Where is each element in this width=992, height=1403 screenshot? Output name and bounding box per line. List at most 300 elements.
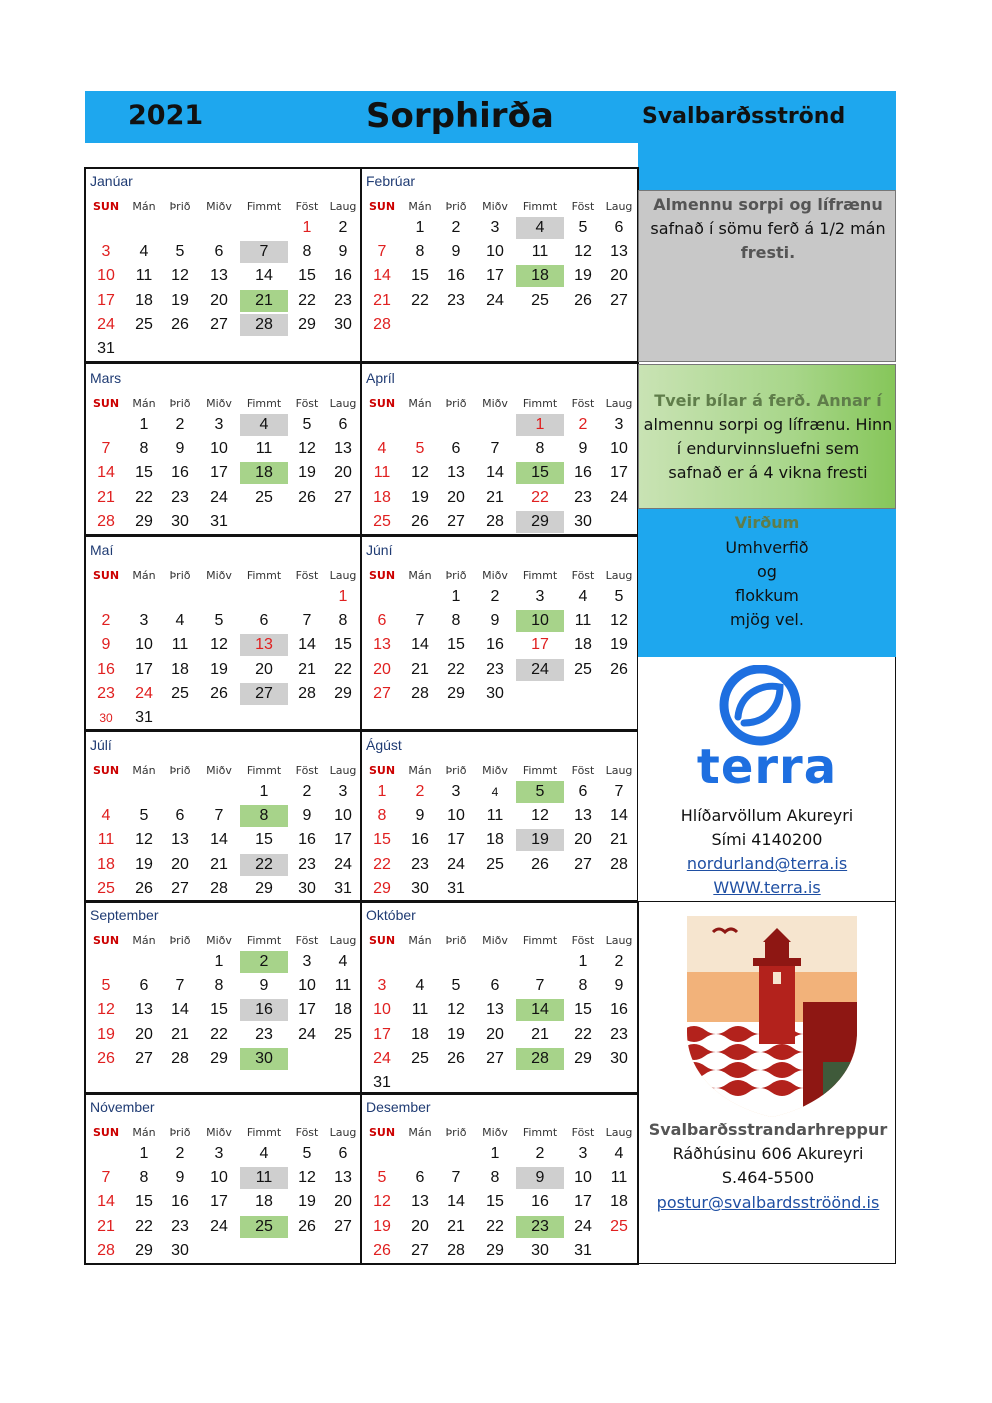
day-header: Þrið	[169, 397, 191, 410]
month-name: Desember	[366, 1099, 431, 1115]
day-cell: 29	[486, 1241, 504, 1259]
day-cell: 8	[139, 1169, 149, 1187]
day-cell: 20	[210, 291, 228, 309]
day-cell: 23	[447, 291, 465, 309]
day-cell: 14	[411, 636, 429, 654]
day-cell: 3	[377, 977, 387, 995]
day-cell: 11	[373, 464, 391, 482]
day-header: Mán	[132, 200, 156, 213]
day-cell: 15	[515, 462, 565, 484]
day-header: Miðv	[482, 200, 508, 213]
day-cell: 4	[338, 953, 348, 970]
day-cell: 29	[447, 684, 465, 702]
terra-logo-text: terra	[696, 739, 838, 795]
day-cell: 11	[171, 636, 189, 654]
day-header: Föst	[295, 764, 319, 777]
day-cell: 26	[610, 660, 628, 678]
day-cell: 23	[610, 1025, 628, 1043]
day-cell: 4	[491, 785, 499, 799]
day-header: Fimmt	[246, 934, 282, 947]
day-cell: 12	[610, 612, 628, 630]
day-header: Föst	[571, 1126, 595, 1139]
day-cell: 1	[578, 953, 588, 970]
day-cell: 14	[255, 267, 273, 285]
day-cell: 7	[451, 1169, 461, 1187]
day-cell: 15	[447, 636, 465, 654]
day-cell: 10	[210, 440, 228, 458]
svalbard-email-link[interactable]: postur@svalbardsströönd.is	[656, 1193, 880, 1212]
day-cell: 15	[135, 1193, 153, 1211]
day-cell: 15	[210, 1001, 228, 1019]
day-cell: 2	[578, 416, 588, 433]
day-cell: 29	[334, 684, 352, 702]
day-header: SUN	[368, 200, 396, 213]
day-cell: 27	[610, 291, 628, 309]
day-cell: 22	[135, 1217, 153, 1235]
day-header: Miðv	[482, 569, 508, 582]
header-title: Sorphirða	[366, 96, 554, 136]
day-cell: 5	[614, 588, 624, 605]
day-header: Miðv	[206, 934, 232, 947]
day-header: Laug	[329, 569, 357, 582]
day-cell: 1	[214, 953, 224, 970]
day-cell: 13	[486, 1001, 504, 1019]
day-header: Laug	[329, 934, 357, 947]
day-header: Fimmt	[522, 200, 558, 213]
day-header: Fimmt	[522, 1126, 558, 1139]
day-cell: 16	[486, 636, 504, 654]
panel-slogan	[638, 509, 896, 657]
day-cell: 16	[531, 1193, 549, 1211]
day-cell: 2	[239, 951, 289, 973]
day-cell: 31	[447, 879, 465, 897]
month-name: Júní	[366, 542, 393, 558]
day-header: Mán	[132, 397, 156, 410]
day-cell: 31	[574, 1241, 592, 1259]
day-cell: 14	[97, 464, 115, 482]
day-header: Fimmt	[246, 764, 282, 777]
day-cell: 28	[373, 315, 391, 333]
day-cell: 29	[255, 879, 273, 897]
day-header: Þrið	[169, 934, 191, 947]
day-cell: 2	[175, 416, 185, 433]
day-cell: 5	[451, 977, 461, 995]
day-cell: 20	[574, 831, 592, 849]
day-cell: 19	[610, 636, 628, 654]
day-cell: 12	[210, 636, 228, 654]
day-cell: 29	[515, 511, 565, 533]
day-cell: 10	[610, 440, 628, 458]
day-cell: 23	[171, 1217, 189, 1235]
calendar-divider-row3	[84, 729, 639, 732]
day-cell: 7	[302, 612, 312, 630]
day-cell: 31	[373, 1074, 391, 1091]
day-cell: 29	[210, 1049, 228, 1067]
day-cell: 20	[255, 660, 273, 678]
day-cell: 2	[614, 953, 624, 970]
day-cell: 16	[298, 831, 316, 849]
day-cell: 30	[99, 711, 113, 725]
day-cell: 27	[373, 684, 391, 702]
day-cell: 28	[486, 512, 504, 530]
day-cell: 17	[210, 1193, 228, 1211]
day-cell: 4	[515, 217, 565, 239]
day-cell: 25	[373, 512, 391, 530]
day-cell: 18	[574, 636, 592, 654]
day-header: Þrið	[169, 764, 191, 777]
panel-blue-line-4: flokkum	[735, 586, 799, 605]
day-header: Föst	[571, 397, 595, 410]
day-cell: 9	[175, 440, 185, 458]
day-cell: 14	[97, 1193, 115, 1211]
day-cell: 5	[214, 612, 224, 630]
day-cell: 11	[334, 977, 352, 995]
panel-blue-line-5: mjög vel.	[730, 610, 804, 629]
day-cell: 5	[101, 977, 111, 995]
day-cell: 7	[101, 1169, 111, 1187]
day-cell: 15	[373, 831, 391, 849]
day-cell: 31	[135, 709, 153, 726]
day-cell: 8	[214, 977, 224, 995]
day-header: SUN	[368, 397, 396, 410]
day-cell: 25	[531, 291, 549, 309]
day-cell: 3	[214, 1145, 224, 1162]
day-header: SUN	[92, 764, 120, 777]
day-cell: 6	[490, 977, 500, 995]
day-cell: 23	[334, 291, 352, 309]
day-header: SUN	[92, 200, 120, 213]
day-header: Mán	[408, 764, 432, 777]
day-cell: 21	[486, 488, 504, 506]
day-cell: 9	[451, 243, 461, 261]
day-cell: 2	[451, 219, 461, 236]
day-cell: 21	[239, 290, 289, 312]
day-cell: 11	[411, 1001, 429, 1019]
day-cell: 11	[239, 1167, 289, 1189]
day-cell: 14	[447, 1193, 465, 1211]
day-header: Fimmt	[246, 397, 282, 410]
day-cell: 23	[411, 855, 429, 873]
day-cell: 23	[515, 1216, 565, 1238]
day-cell: 8	[451, 612, 461, 630]
panel-blue-line-3: og	[757, 562, 777, 581]
day-cell: 5	[302, 416, 312, 433]
day-cell: 9	[101, 636, 111, 654]
day-cell: 23	[255, 1025, 273, 1043]
day-cell: 30	[531, 1241, 549, 1259]
month-name: Febrúar	[366, 173, 416, 189]
day-cell: 3	[338, 783, 348, 800]
day-cell: 25	[574, 660, 592, 678]
calendar-divider-row1	[84, 361, 639, 364]
day-cell: 18	[171, 660, 189, 678]
day-cell: 6	[214, 243, 224, 261]
svalbard-address: Ráðhúsinu 606 Akureyri	[672, 1144, 864, 1163]
day-cell: 21	[610, 831, 628, 849]
day-cell: 25	[486, 855, 504, 873]
day-cell: 6	[259, 612, 269, 630]
panel-gray-line-1: Almennu sorpi og lífrænu	[653, 195, 883, 214]
day-header: Mán	[408, 397, 432, 410]
day-cell: 28	[515, 1048, 565, 1070]
day-cell: 1	[259, 783, 269, 800]
svalbard-name: Svalbarðsstrandarhreppur	[648, 1120, 888, 1139]
day-cell: 25	[334, 1025, 352, 1043]
day-cell: 8	[338, 612, 348, 630]
day-cell: 24	[97, 315, 115, 333]
day-cell: 8	[535, 440, 545, 458]
day-header: Fimmt	[522, 764, 558, 777]
panel-collection-info	[638, 190, 896, 362]
day-cell: 31	[334, 879, 352, 897]
day-cell: 17	[531, 636, 549, 654]
day-header: Fimmt	[522, 934, 558, 947]
day-header: SUN	[92, 397, 120, 410]
day-cell: 20	[373, 660, 391, 678]
day-cell: 3	[535, 588, 545, 605]
day-cell: 10	[447, 807, 465, 825]
svalbard-contact	[638, 901, 896, 1264]
day-cell: 3	[139, 612, 149, 630]
day-cell: 23	[486, 660, 504, 678]
day-cell: 25	[171, 684, 189, 702]
day-header: Fimmt	[246, 200, 282, 213]
day-header: Laug	[605, 397, 633, 410]
day-header: Miðv	[206, 1126, 232, 1139]
day-cell: 11	[610, 1169, 628, 1187]
day-cell: 9	[490, 612, 500, 630]
day-cell: 9	[515, 1167, 565, 1189]
day-cell: 6	[175, 807, 185, 825]
day-cell: 14	[486, 464, 504, 482]
day-cell: 12	[447, 1001, 465, 1019]
day-header: SUN	[92, 934, 120, 947]
day-cell: 10	[486, 243, 504, 261]
day-cell: 20	[447, 488, 465, 506]
day-cell: 20	[334, 1193, 352, 1211]
day-cell: 17	[97, 291, 115, 309]
day-cell: 16	[97, 660, 115, 678]
day-cell: 8	[239, 805, 289, 827]
day-cell: 11	[135, 267, 153, 285]
day-cell: 19	[574, 267, 592, 285]
day-cell: 18	[97, 855, 115, 873]
day-cell: 29	[298, 315, 316, 333]
day-cell: 5	[578, 219, 588, 236]
day-cell: 7	[377, 243, 387, 261]
day-cell: 14	[373, 267, 391, 285]
day-cell: 5	[515, 781, 565, 803]
day-header: Miðv	[482, 764, 508, 777]
day-header: SUN	[368, 764, 396, 777]
day-header: Mán	[132, 764, 156, 777]
day-cell: 30	[486, 684, 504, 702]
day-cell: 19	[298, 464, 316, 482]
day-cell: 8	[377, 807, 387, 825]
day-cell: 19	[97, 1025, 115, 1043]
day-cell: 26	[447, 1049, 465, 1067]
day-cell: 13	[171, 831, 189, 849]
terra-email-link[interactable]: nordurland@terra.is	[686, 854, 848, 873]
day-header: Laug	[605, 764, 633, 777]
day-cell: 2	[302, 783, 312, 800]
day-cell: 13	[334, 440, 352, 458]
panel-green-line-3: í endurvinnsluefni sem	[676, 439, 860, 458]
day-cell: 8	[415, 243, 425, 261]
day-cell: 17	[574, 1193, 592, 1211]
day-cell: 13	[239, 634, 289, 656]
day-cell: 19	[135, 855, 153, 873]
month-name: Október	[366, 907, 416, 923]
day-cell: 25	[255, 488, 273, 506]
day-cell: 10	[210, 1169, 228, 1187]
day-cell: 3	[614, 416, 624, 433]
day-cell: 15	[486, 1193, 504, 1211]
day-cell: 6	[578, 783, 588, 800]
day-cell: 17	[210, 464, 228, 482]
day-header: Laug	[329, 764, 357, 777]
day-cell: 24	[515, 659, 565, 681]
day-cell: 7	[415, 612, 425, 630]
day-cell: 7	[239, 241, 289, 263]
day-header: Þrið	[445, 200, 467, 213]
lighthouse-crest-icon	[683, 912, 861, 1120]
day-cell: 17	[486, 267, 504, 285]
terra-web-link[interactable]: WWW.terra.is	[713, 878, 821, 897]
day-cell: 5	[415, 440, 425, 458]
day-cell: 21	[97, 488, 115, 506]
panel-green-line-1: Tveir bílar á ferð. Annar í	[654, 391, 882, 410]
day-cell: 6	[451, 440, 461, 458]
day-cell: 30	[171, 512, 189, 530]
day-cell: 8	[302, 243, 312, 261]
day-cell: 11	[531, 243, 549, 261]
day-header: Miðv	[482, 1126, 508, 1139]
day-cell: 29	[135, 512, 153, 530]
month-name: September	[90, 907, 159, 923]
day-header: Mán	[132, 569, 156, 582]
day-cell: 26	[373, 1241, 391, 1259]
day-cell: 24	[373, 1049, 391, 1067]
day-header: Fimmt	[246, 569, 282, 582]
day-cell: 2	[101, 612, 111, 630]
day-cell: 3	[578, 1145, 588, 1162]
terra-address: Hlíðarvöllum Akureyri	[680, 806, 854, 825]
day-cell: 12	[298, 1169, 316, 1187]
day-cell: 2	[338, 219, 348, 236]
day-cell: 23	[171, 488, 189, 506]
month-name: Júlí	[90, 737, 112, 753]
day-cell: 20	[171, 855, 189, 873]
day-cell: 26	[298, 1217, 316, 1235]
day-cell: 20	[411, 1217, 429, 1235]
day-cell: 14	[210, 831, 228, 849]
day-cell: 24	[334, 855, 352, 873]
day-cell: 6	[338, 416, 348, 433]
day-cell: 31	[97, 340, 115, 357]
day-cell: 2	[535, 1145, 545, 1162]
day-cell: 30	[334, 315, 352, 333]
day-cell: 6	[139, 977, 149, 995]
day-header: Þrið	[445, 764, 467, 777]
day-cell: 27	[171, 879, 189, 897]
day-header: Laug	[605, 934, 633, 947]
day-cell: 23	[574, 488, 592, 506]
day-cell: 4	[259, 1145, 269, 1162]
day-cell: 21	[531, 1025, 549, 1043]
day-cell: 14	[610, 807, 628, 825]
day-cell: 17	[447, 831, 465, 849]
month-name: Apríl	[366, 370, 395, 386]
day-cell: 27	[574, 855, 592, 873]
day-cell: 3	[302, 953, 312, 970]
day-cell: 12	[373, 1193, 391, 1211]
day-cell: 28	[171, 1049, 189, 1067]
day-cell: 21	[411, 660, 429, 678]
day-header: Föst	[295, 397, 319, 410]
day-header: Föst	[295, 569, 319, 582]
day-cell: 7	[214, 807, 224, 825]
day-header: Föst	[295, 934, 319, 947]
header-year: 2021	[128, 100, 204, 131]
day-cell: 18	[515, 265, 565, 287]
day-cell: 10	[97, 267, 115, 285]
header-blue-extension	[638, 143, 896, 190]
day-header: Þrið	[445, 934, 467, 947]
day-cell: 4	[101, 807, 111, 825]
day-cell: 22	[447, 660, 465, 678]
day-cell: 6	[415, 1169, 425, 1187]
day-cell: 19	[210, 660, 228, 678]
day-cell: 27	[486, 1049, 504, 1067]
day-header: Laug	[605, 1126, 633, 1139]
day-cell: 28	[447, 1241, 465, 1259]
day-cell: 27	[334, 488, 352, 506]
day-cell: 16	[171, 1193, 189, 1211]
day-cell: 13	[373, 636, 391, 654]
day-cell: 12	[574, 243, 592, 261]
day-cell: 21	[210, 855, 228, 873]
day-header: Miðv	[206, 200, 232, 213]
day-header: Þrið	[169, 200, 191, 213]
day-cell: 13	[610, 243, 628, 261]
day-cell: 3	[214, 416, 224, 433]
day-cell: 10	[334, 807, 352, 825]
day-header: Fimmt	[522, 397, 558, 410]
day-cell: 25	[97, 879, 115, 897]
day-cell: 13	[210, 267, 228, 285]
day-cell: 16	[334, 267, 352, 285]
day-cell: 19	[515, 829, 565, 851]
day-header: Miðv	[206, 569, 232, 582]
day-cell: 19	[298, 1193, 316, 1211]
calendar-divider-row2	[84, 534, 639, 537]
day-cell: 13	[574, 807, 592, 825]
day-header: Föst	[571, 200, 595, 213]
day-cell: 12	[411, 464, 429, 482]
day-cell: 3	[451, 783, 461, 800]
day-cell: 7	[490, 440, 500, 458]
day-cell: 29	[373, 879, 391, 897]
day-cell: 24	[210, 488, 228, 506]
day-cell: 8	[578, 977, 588, 995]
day-cell: 24	[298, 1025, 316, 1043]
day-header: Þrið	[445, 397, 467, 410]
day-header: Miðv	[482, 397, 508, 410]
day-cell: 24	[486, 291, 504, 309]
day-cell: 16	[171, 464, 189, 482]
day-cell: 1	[302, 219, 312, 236]
